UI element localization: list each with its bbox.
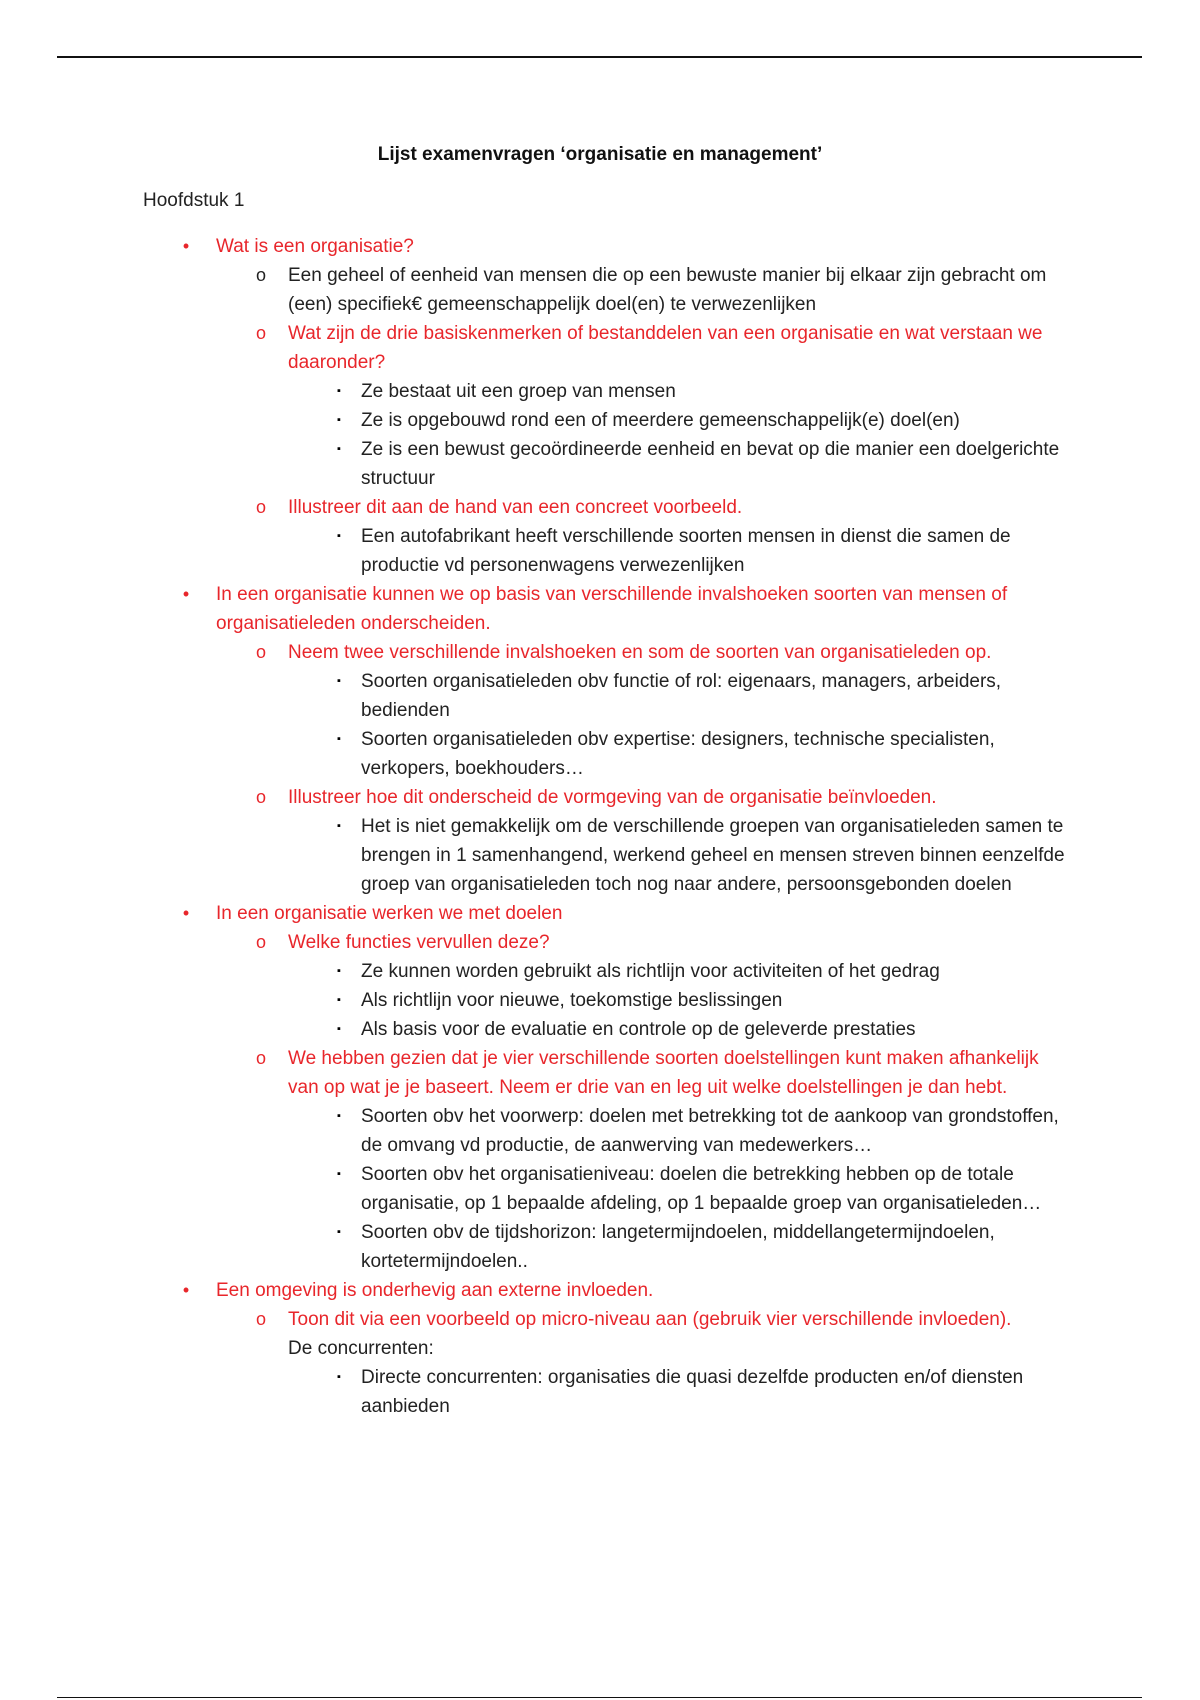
item-text: Wat zijn de drie basiskenmerken of bestanddelen van een organisatie en wat verstaan we daaronder? <box>288 323 1043 373</box>
circle-marker-icon: o <box>255 497 266 517</box>
answer-item <box>337 667 1066 725</box>
item-text: Ze is een bewust gecoördineerde eenheid en bevat op die manier een doelgerichte structuur <box>361 439 1060 489</box>
circle-marker-icon: o <box>255 1048 266 1068</box>
square-marker-icon: ▪ <box>337 965 341 977</box>
item-text: Als richtlijn voor nieuwe, toekomstige beslissingen <box>361 990 783 1011</box>
answer-item <box>337 725 1066 783</box>
item-text: In een organisatie werken we met doelen <box>216 903 563 924</box>
circle-marker-icon: o <box>255 932 266 952</box>
answer-item <box>337 957 1066 986</box>
item-text: Het is niet gemakkelijk om de verschillende groepen van organisatieleden samen te brengen in 1 samenhangend, werkend geheel en mensen streven binnen eenzelfde groep van organisatieleden toch nog naar andere, persoonsgebonden doelen <box>361 816 1065 895</box>
item-text: Ze is opgebouwd rond een of meerdere gemeenschappelijk(e) doel(en) <box>361 410 960 431</box>
circle-marker-icon: o <box>255 265 266 285</box>
circle-marker-icon: o <box>255 787 266 807</box>
item-text: Soorten obv de tijdshorizon: langetermijndoelen, middellangetermijndoelen, kortetermijndoelen.. <box>361 1222 995 1272</box>
answer-item <box>337 986 1066 1015</box>
item-text: Illustreer hoe dit onderscheid de vormgeving van de organisatie beïnvloeden. <box>288 787 937 808</box>
answer-item <box>337 435 1066 493</box>
square-marker-icon: ▪ <box>337 414 341 426</box>
item-text: Neem twee verschillende invalshoeken en som de soorten van organisatieleden op. <box>288 642 992 663</box>
answer-item <box>337 1218 1066 1276</box>
item-text: Soorten obv het voorwerp: doelen met betrekking tot de aankoop van grondstoffen, de omvang vd productie, de aanwerving van medewerkers… <box>361 1106 1059 1156</box>
bullet-marker-icon: • <box>182 1280 190 1300</box>
item-text: Als basis voor de evaluatie en controle op de geleverde prestaties <box>361 1019 916 1040</box>
square-marker-icon: ▪ <box>337 1023 341 1035</box>
question-item <box>255 319 1068 377</box>
answer-item <box>255 261 1068 319</box>
answer-item <box>337 1102 1066 1160</box>
footer-rule <box>57 1697 1142 1698</box>
bullet-marker-icon: • <box>182 236 190 256</box>
item-text: Soorten organisatieleden obv functie of rol: eigenaars, managers, arbeiders, bedienden <box>361 671 1002 721</box>
square-marker-icon: ▪ <box>337 1110 341 1122</box>
question-item <box>255 638 1068 667</box>
item-text: In een organisatie kunnen we op basis van verschillende invalshoeken soorten van mensen of organisatieleden onderscheiden. <box>216 584 1008 634</box>
square-marker-icon: ▪ <box>337 443 341 455</box>
question-item <box>255 1044 1068 1102</box>
answer-item <box>337 377 1066 406</box>
item-text: Illustreer dit aan de hand van een concreet voorbeeld. <box>288 497 743 518</box>
answer-item <box>337 406 1066 435</box>
item-text: We hebben gezien dat je vier verschillende soorten doelstellingen kunt maken afhankelijk van op wat je je baseert. Neem er drie van en leg uit welke doelstellingen je dan hebt. <box>288 1048 1039 1098</box>
square-marker-icon: ▪ <box>337 530 341 542</box>
item-text: Een geheel of eenheid van mensen die op een bewuste manier bij elkaar zijn gebracht om (een) specifiek€ gemeenschappelijk doel(en) te verwezenlijken <box>288 265 1047 315</box>
bullet-marker-icon: • <box>182 903 190 923</box>
item-text: Wat is een organisatie? <box>216 236 414 257</box>
circle-marker-icon: o <box>255 323 266 343</box>
answer-item <box>337 522 1066 580</box>
question-item <box>182 580 1066 638</box>
question-item <box>255 783 1068 812</box>
item-text: Ze kunnen worden gebruikt als richtlijn voor activiteiten of het gedrag <box>361 961 940 982</box>
question-item <box>255 1305 1068 1334</box>
square-marker-icon: ▪ <box>337 385 341 397</box>
square-marker-icon: ▪ <box>337 675 341 687</box>
question-item <box>255 928 1068 957</box>
square-marker-icon: ▪ <box>337 994 341 1006</box>
header-rule <box>57 56 1142 58</box>
item-text: Ze bestaat uit een groep van mensen <box>361 381 676 402</box>
square-marker-icon: ▪ <box>337 1371 341 1383</box>
answer-item <box>337 812 1066 899</box>
square-marker-icon: ▪ <box>337 1168 341 1180</box>
item-text: Een omgeving is onderhevig aan externe invloeden. <box>216 1280 654 1301</box>
item-text: Directe concurrenten: organisaties die quasi dezelfde producten en/of diensten aanbieden <box>361 1367 1024 1417</box>
item-text: Een autofabrikant heeft verschillende soorten mensen in dienst die samen de productie vd personenwagens verwezenlijken <box>361 526 1011 576</box>
circle-marker-icon: o <box>255 642 266 662</box>
circle-marker-icon: o <box>255 1309 266 1329</box>
item-text: Soorten obv het organisatieniveau: doelen die betrekking hebben op de totale organisatie, op 1 bepaalde afdeling, op 1 bepaalde groep van organisatieleden… <box>361 1164 1042 1214</box>
document-title: Lijst examenvragen ‘organisatie en management’ <box>377 144 823 165</box>
bullet-marker-icon: • <box>182 584 190 604</box>
square-marker-icon: ▪ <box>337 820 341 832</box>
item-text: Soorten organisatieleden obv expertise: designers, technische specialisten, verkopers, boekhouders… <box>361 729 995 779</box>
question-item <box>255 493 1068 522</box>
item-text: Toon dit via een voorbeeld op micro-niveau aan (gebruik vier verschillende invloeden). <box>288 1309 1012 1330</box>
question-item <box>182 1276 1066 1305</box>
answer-item <box>337 1160 1066 1218</box>
question-item <box>182 899 1066 928</box>
question-list <box>0 232 1200 1421</box>
plain-text-line: De concurrenten: <box>288 1338 434 1359</box>
item-text: Welke functies vervullen deze? <box>288 932 550 953</box>
square-marker-icon: ▪ <box>337 733 341 745</box>
question-item <box>182 232 1066 261</box>
answer-item <box>337 1015 1066 1044</box>
chapter-heading: Hoofdstuk 1 <box>143 190 245 211</box>
answer-item <box>337 1363 1066 1421</box>
square-marker-icon: ▪ <box>337 1226 341 1238</box>
